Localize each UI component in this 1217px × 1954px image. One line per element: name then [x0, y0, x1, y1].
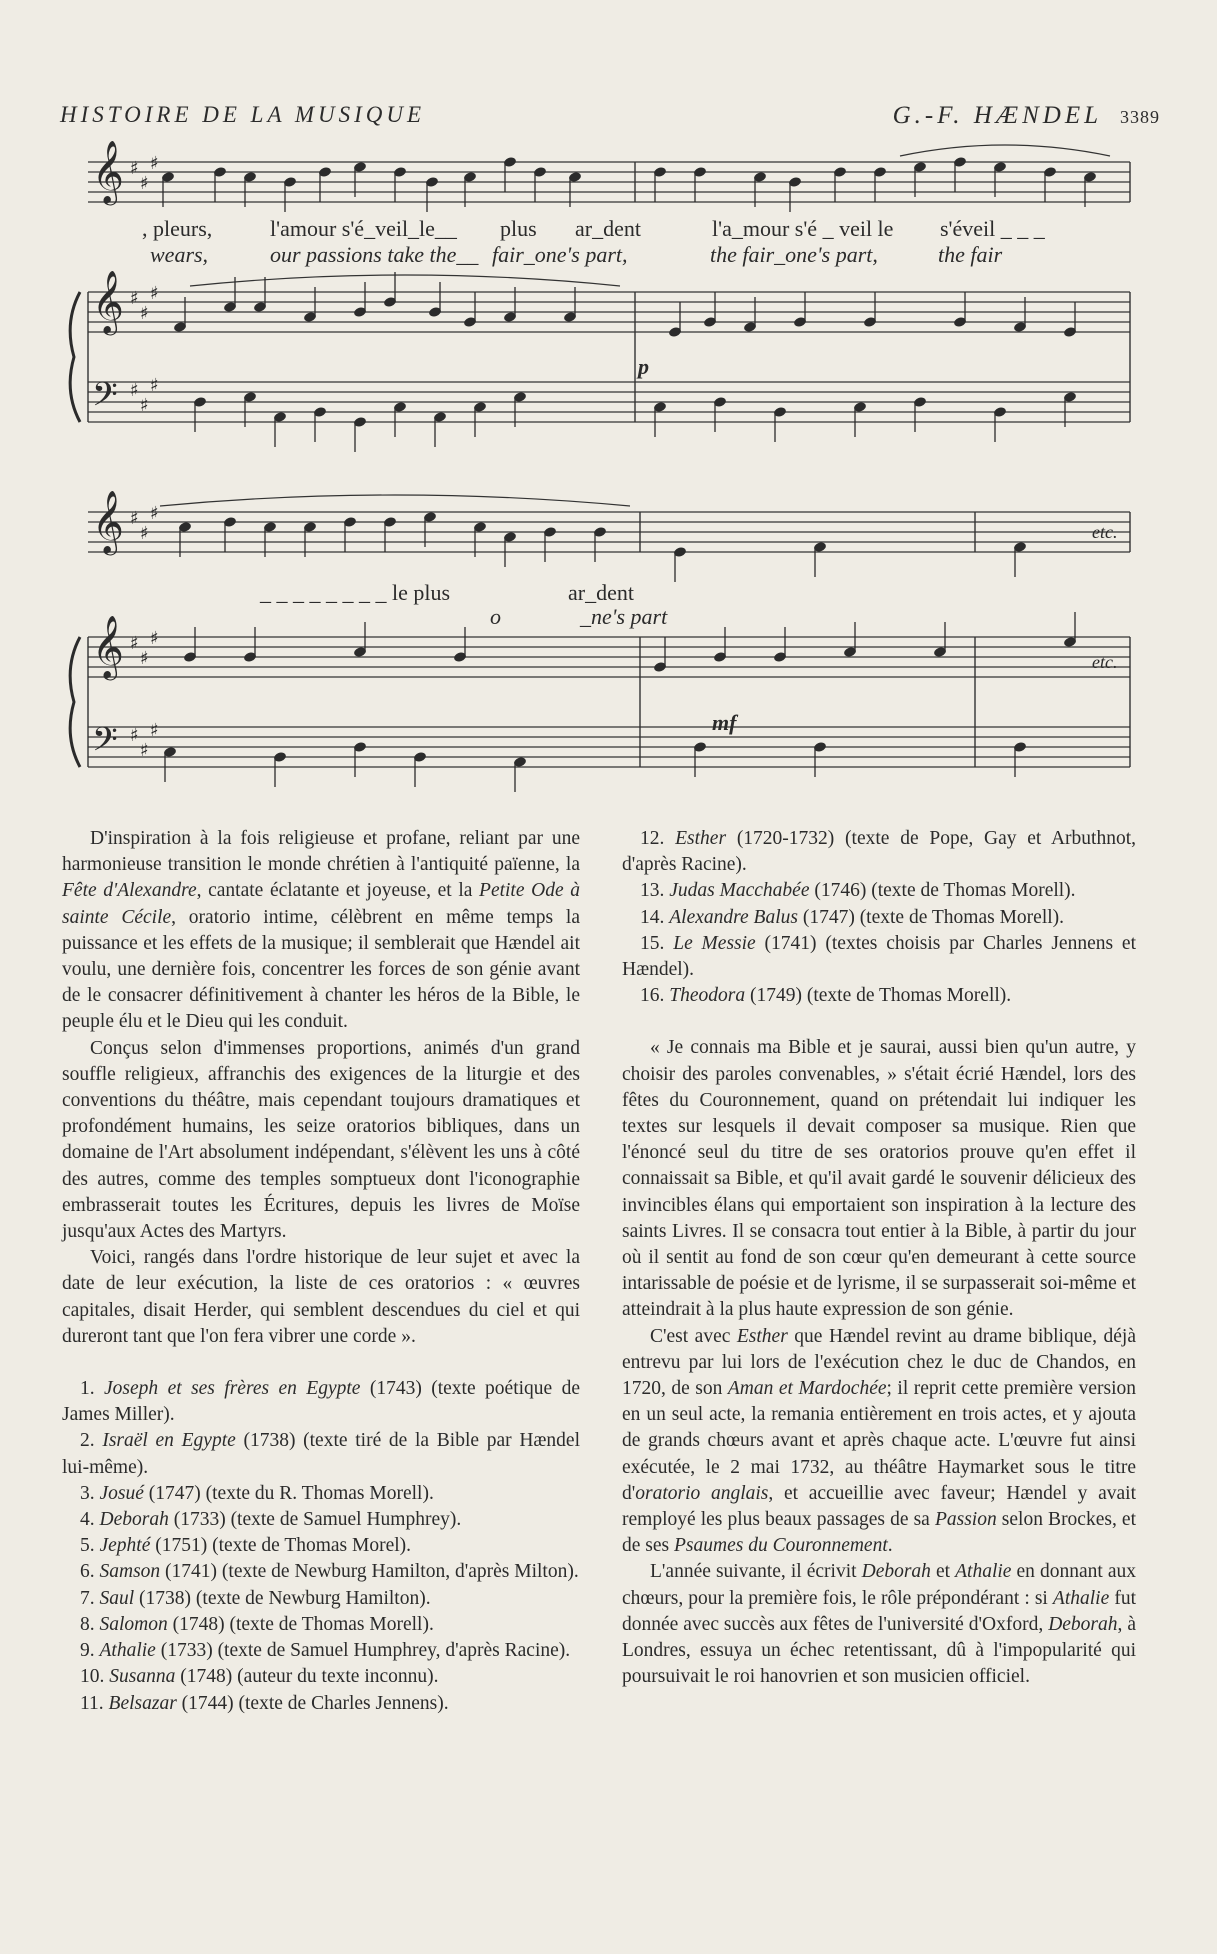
oratorio-list-item: 3. Josué (1747) (texte du R. Thomas Morell).	[80, 1482, 434, 1504]
oratorio-list-item: 2. Israël en Egypte (1738) (texte tiré de la Bible par Hændel lui-même).	[62, 1430, 580, 1478]
dynamic-piano: p	[638, 354, 649, 379]
author-name: G.-F. HÆNDEL	[892, 102, 1102, 129]
lyric-fr-1: , pleurs,	[142, 216, 213, 241]
dynamic-mezzoforte: mf	[712, 710, 737, 735]
left-paragraph: Voici, rangés dans l'ordre historique de leur sujet et avec la date de leur exécution, la liste de ces oratorios : « œuvres capitales, disait Herder, qui semblent descendues du ciel et qui dureront tant que l'on fera vibrer une corde ».	[62, 1247, 580, 1347]
oratorio-list-item: 8. Salomon (1748) (texte de Thomas Morell).	[80, 1613, 434, 1635]
lyric-en-1: wears,	[150, 242, 209, 267]
oratorio-list-item: 9. Athalie (1733) (texte de Samuel Humphrey, d'après Racine).	[80, 1640, 571, 1662]
sharp-icon: ♯	[150, 503, 159, 524]
right-column	[622, 826, 1136, 1691]
treble-clef-icon: 𝄞	[92, 615, 124, 678]
treble-clef-icon: 𝄞	[92, 270, 124, 333]
page-number: 3389	[1120, 107, 1160, 127]
slur	[190, 275, 620, 286]
sharp-icon: ♯	[130, 288, 139, 309]
lyric-fr-3: plus	[500, 216, 537, 241]
sharp-icon: ♯	[150, 153, 159, 174]
left-column	[62, 826, 580, 1717]
lyric-fr-6: s'éveil _ _ _	[940, 216, 1045, 241]
lyric-en-5: the fair	[938, 242, 1003, 267]
sharp-icon: ♯	[130, 380, 139, 401]
lyric2-fr-1: _ _ _ _ _ _ _ _ le plus	[260, 580, 451, 605]
lyric2-fr-2: ar_dent	[568, 580, 634, 605]
sharp-icon: ♯	[140, 173, 149, 194]
piano-brace	[70, 637, 80, 767]
sharp-icon: ♯	[150, 720, 159, 741]
sharp-icon: ♯	[140, 395, 149, 416]
running-author	[893, 102, 1160, 130]
lyric-en-4: the fair_one's part,	[710, 242, 878, 267]
oratorio-list-item: 16. Theodora (1749) (texte de Thomas Morell).	[640, 985, 1012, 1007]
oratorio-list-item: 15. Le Messie (1741) (textes choisis par Charles Jennens et Hændel).	[622, 932, 1136, 981]
sharp-icon: ♯	[140, 523, 149, 544]
oratorio-list-item: 13. Judas Macchabée (1746) (texte de Thomas Morell).	[640, 880, 1076, 902]
sharp-icon: ♯	[130, 508, 139, 529]
oratorio-list-item: 1. Joseph et ses frères en Egypte (1743) (texte poétique de James Miller).	[62, 1378, 580, 1426]
sharp-icon: ♯	[140, 648, 149, 669]
bass-clef-icon: 𝄢	[92, 721, 118, 767]
oratorio-list-item: 12. Esther (1720-1732) (texte de Pope, Gay et Arbuthnot, d'après Racine).	[622, 828, 1137, 876]
oratorio-list-item: 6. Samson (1741) (texte de Newburg Hamilton, d'après Milton).	[80, 1561, 579, 1583]
oratorio-list-item: 7. Saul (1738) (texte de Newburg Hamilton).	[80, 1587, 431, 1609]
sharp-icon: ♯	[150, 628, 159, 649]
oratorio-list-item: 11. Belsazar (1744) (texte de Charles Jennens).	[80, 1692, 449, 1714]
lyric-fr-4: ar_dent	[575, 216, 641, 241]
sharp-icon: ♯	[140, 740, 149, 761]
sharp-icon: ♯	[150, 375, 159, 396]
sharp-icon: ♯	[130, 633, 139, 654]
sharp-icon: ♯	[150, 283, 159, 304]
etc-piano: etc.	[1092, 652, 1118, 672]
sharp-icon: ♯	[130, 725, 139, 746]
page-header	[60, 102, 1160, 132]
bass-clef-icon: 𝄢	[92, 376, 118, 422]
treble-clef-icon: 𝄞	[92, 140, 124, 203]
right-paragraph: L'année suivante, il écrivit Deborah et Athalie en donnant aux chœurs, pour la première fois, le rôle prépondérant : si Athalie fut donnée avec succès aux fêtes de l'université d'Oxford, Deborah, à Londres, essuya un échec retentissant, dû à l'impopularité qui poursuivait le roi hanovrien et son musicien officiel.	[622, 1561, 1136, 1688]
sharp-icon: ♯	[130, 158, 139, 179]
lyric-fr-5: l'a_mour s'é _ veil le	[712, 216, 894, 241]
sharp-icon: ♯	[140, 303, 149, 324]
oratorio-list-item: 5. Jephté (1751) (texte de Thomas Morel).	[80, 1535, 412, 1557]
etc-voice: etc.	[1092, 522, 1118, 542]
right-paragraph: C'est avec Esther que Hændel revint au drame biblique, déjà entrevu par lui lors de l'exécution chez le duc de Chandos, en 1720, de son Aman et Mardochée; il reprit cette première version en un seul acte, la remania entièrement en trois actes, et y ajouta de grands chœurs avant et après chaque acte. L'œuvre fut ainsi exécutée, le 2 mai 1732, au théâtre Haymarket sous le titre d'oratorio anglais, et accueillie avec faveur; Hændel y avait remployé les plus beaux passages de sa Passion selon Brockes, et de ses Psaumes du Couronnement.	[622, 1325, 1137, 1557]
treble-clef-icon: 𝄞	[92, 490, 124, 553]
right-paragraph: « Je connais ma Bible et je saurai, aussi bien qu'un autre, y choisir des paroles convenables, » s'était écrié Hændel, lors des fêtes du Couronnement, quand on prétendait lui indiquer les textes sur lesquels il devait composer sa musique. Rien que l'énoncé seul du titre de ses oratorios prouve qu'en effet il connaissait sa Bible, et qu'il avait gardé le souvenir délicieux des invincibles élans qui emportaient son inspiration à la lecture des saints Livres. Il se consacra tout entier à la Bible, à partir du jour où il sentit au fond de son cœur qu'en demeurant à cette source intarissable de poésie et de lyrisme, il se surpasserait soi-même et atteindrait à la plus haute expression de son génie.	[622, 1037, 1136, 1321]
lyric2-en-1: o	[490, 604, 501, 629]
slur	[160, 495, 630, 506]
running-title: HISTOIRE DE LA MUSIQUE	[60, 102, 426, 127]
lyric-fr-2: l'amour s'é_veil_le__	[270, 216, 457, 241]
slur	[900, 145, 1110, 156]
lyric2-en-2: _ne's part	[580, 604, 668, 629]
left-paragraph: Conçus selon d'immenses proportions, animés d'un grand souffle religieux, affranchis des exigences de la liturgie et des conventions du théâtre, mais cependant toujours dramatiques et profondément humains, les seize oratorios bibliques, dans un domaine de l'Art absolument indépendant, s'élèvent les uns à côté des autres, comme des temples somptueux dont l'iconographie embrasserait toutes les Écritures, depuis les livres de Moïse jusqu'aux Actes des Martyrs.	[62, 1037, 580, 1243]
piano-brace	[70, 292, 80, 422]
oratorio-list-item: 14. Alexandre Balus (1747) (texte de Thomas Morell).	[640, 906, 1065, 928]
oratorio-list-item: 10. Susanna (1748) (auteur du texte inconnu).	[80, 1666, 439, 1688]
left-paragraph: D'inspiration à la fois religieuse et profane, reliant par une harmonieuse transition le monde chrétien à l'antiquité païenne, la Fête d'Alexandre, cantate éclatante et joyeuse, et la Petite Ode à sainte Cécile, oratorio intime, célèbrent en même temps la puissance et les effets de la musique; il semblerait que Hændel ait voulu, une dernière fois, concentrer les forces de son génie avant de le consacrer définitivement à chanter les héros de la Bible, le peuple élu et le Dieu qui les conduit.	[62, 828, 580, 1033]
lyric-en-3: fair_one's part,	[492, 242, 628, 267]
oratorio-list-item: 4. Deborah (1733) (texte de Samuel Humphrey).	[80, 1509, 462, 1531]
music-score	[60, 132, 1170, 802]
lyric-en-2: our passions take the__	[270, 242, 479, 267]
